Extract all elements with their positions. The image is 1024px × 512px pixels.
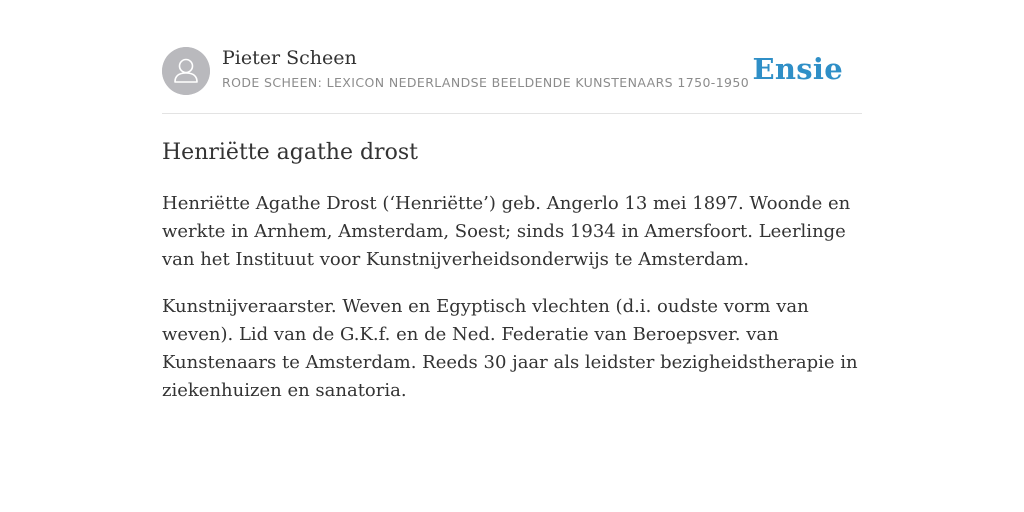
article-body: [162, 190, 862, 424]
author-name[interactable]: Pieter Scheen: [222, 47, 357, 69]
user-avatar-icon[interactable]: [162, 47, 210, 95]
article-paragraph: Henriëtte Agathe Drost (‘Henriëtte’) geb. Angerlo 13 mei 1897. Woonde en werkte in Arnhem, Amsterdam, Soest; sinds 1934 in Amersfoort. Leerlinge van het Instituut voor Kunstnijverheidsonderwijs te Amsterdam.: [162, 193, 851, 270]
source-title[interactable]: RODE SCHEEN: LEXICON NEDERLANDSE BEELDENDE KUNSTENAARS 1750-1950: [222, 75, 750, 90]
ensie-logo[interactable]: Ensie: [752, 52, 843, 86]
article-title: Henriëtte agathe drost: [162, 140, 418, 165]
author-header: [162, 0, 862, 114]
article-container: [162, 0, 862, 401]
article-paragraph: Kunstnijveraarster. Weven en Egyptisch vlechten (d.i. oudste vorm van weven). Lid van de G.K.f. en de Ned. Federatie van Beroepsver. van Kunstenaars te Amsterdam. Reeds 30 jaar als leidster bezigheidstherapie in ziekenhuizen en sanatoria.: [162, 296, 858, 401]
